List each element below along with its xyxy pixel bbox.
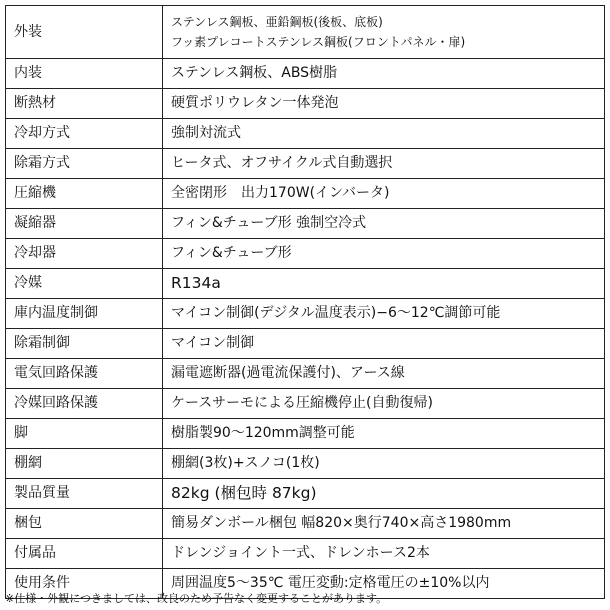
row-label: 冷媒 [6,269,163,299]
row-value: ケースサーモによる圧縮機停止(自動復帰) [163,389,605,419]
spec-row [6,269,605,299]
spec-row [6,209,605,239]
row-label: 外装 [6,6,163,59]
spec-row [6,359,605,389]
row-label: 庫内温度制御 [6,299,163,329]
row-value: ドレンジョイント一式、ドレンホース2本 [163,539,605,569]
row-label: 梱包 [6,509,163,539]
spec-row [6,329,605,359]
row-label: 製品質量 [6,479,163,509]
row-value: マイコン制御 [163,329,605,359]
spec-row [6,6,605,59]
row-label: 除霜制御 [6,329,163,359]
spec-row [6,149,605,179]
spec-row [6,59,605,89]
row-label: 内装 [6,59,163,89]
row-value: R134a [163,269,605,299]
row-label: 脚 [6,419,163,449]
row-label: 断熱材 [6,89,163,119]
spec-row [6,89,605,119]
row-label: 冷媒回路保護 [6,389,163,419]
row-value: 簡易ダンボール梱包 幅820×奥行740×高さ1980mm [163,509,605,539]
spec-row [6,119,605,149]
row-label: 使用条件 [6,569,163,599]
row-value: フィン&チューブ形 [163,239,605,269]
row-label: 凝縮器 [6,209,163,239]
spec-row [6,389,605,419]
row-label: 冷却方式 [6,119,163,149]
row-value: 硬質ポリウレタン一体発泡 [163,89,605,119]
footnote: ※仕様・外観につきましては、改良のため予告なく変更することがあります。 [5,592,388,605]
spec-row [6,239,605,269]
spec-row [6,479,605,509]
spec-row [6,299,605,329]
row-value: マイコン制御(デジタル温度表示)−6〜12℃調節可能 [163,299,605,329]
row-value: 強制対流式 [163,119,605,149]
row-label: 付属品 [6,539,163,569]
row-value: 82kg (梱包時 87kg) [163,479,605,509]
row-value: 棚網(3枚)+スノコ(1枚) [163,449,605,479]
row-label: 冷却器 [6,239,163,269]
row-value: 漏電遮断器(過電流保護付)、アース線 [163,359,605,389]
row-value: ヒータ式、オフサイクル式自動選択 [163,149,605,179]
row-value: フィン&チューブ形 強制空冷式 [163,209,605,239]
value-line: フッ素プレコートステンレス鋼板(フロントパネル・扉) [171,35,466,49]
row-label: 除霜方式 [6,149,163,179]
spec-row [6,419,605,449]
spec-row [6,509,605,539]
row-value [163,6,605,59]
value-line: ステンレス鋼板、亜鉛鋼板(後板、底板) [171,15,383,29]
spec-row [6,179,605,209]
row-value: 全密閉形 出力170W(インバータ) [163,179,605,209]
spec-table [5,5,605,599]
spec-row [6,449,605,479]
row-label: 棚網 [6,449,163,479]
row-value: ステンレス鋼板、ABS樹脂 [163,59,605,89]
row-value: 樹脂製90〜120mm調整可能 [163,419,605,449]
spec-row [6,539,605,569]
row-value: 周囲温度5〜35℃ 電圧変動:定格電圧の±10%以内 [163,569,605,599]
row-label: 圧縮機 [6,179,163,209]
row-label: 電気回路保護 [6,359,163,389]
